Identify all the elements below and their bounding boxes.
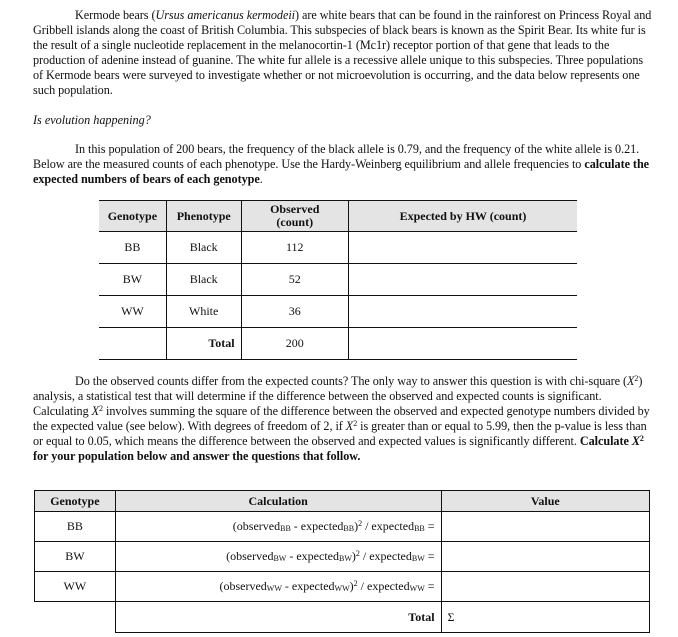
value-input-cell[interactable] [441, 572, 649, 602]
header-genotype: Genotype [35, 491, 116, 512]
observed-cell: 36 [241, 296, 348, 328]
value-input-cell[interactable] [441, 542, 649, 572]
hw-instructions: In this population of 200 bears, the frequency of the black allele is 0.79, and the frequency of the white allele is 0.21. Below are the measured counts of each phenotype. Use the Hardy-Weinberg equilibrium and allele frequencies to calculate the expected numbers of bears of each genotype. [33, 142, 650, 186]
intro-paragraph: Kermode bears (Ursus americanus kermodeii) are white bears that can be found in the rainforest on Princess Royal and Gribbell islands along the coast of British Columbia. This subspecies of black bears is known as the Spirit Bear. Its white fur is the result of a single nucleotide replacement in the melanocortin-1 (Mc1r) receptor portion of that gene that leads to the production of adenine instead of guanine. The white fur allele is a recessive allele unique to this subspecies. Three populations of Kermode bears were surveyed to investigate whether or not microevolution is occurring, and the data below represents one such population. [33, 8, 652, 97]
phenotype-cell: White [166, 296, 241, 328]
header-genotype: Genotype [99, 201, 166, 232]
phenotype-cell: Black [166, 232, 241, 264]
genotype-cell: WW [99, 296, 166, 328]
header-phenotype: Phenotype [166, 201, 241, 232]
header-value: Value [441, 491, 649, 512]
genotype-cell: BW [99, 264, 166, 296]
total-label: Total [166, 328, 241, 360]
genotype-cell: WW [35, 572, 116, 602]
table-row [99, 232, 577, 264]
empty-cell [35, 602, 116, 633]
sigma-icon: Σ [447, 609, 455, 624]
table-row [99, 264, 577, 296]
table-row [99, 296, 577, 328]
question-heading: Is evolution happening? [33, 113, 151, 127]
table-row [35, 512, 650, 542]
calculation-formula: (observed$_{BB}$ - expected$_{BB}$)$^2$ / expected$_{BB}$ = [115, 512, 441, 542]
calculation-formula: (observed$_{BW}$ - expected$_{BW}$)$^2$ / expected$_{BW}$ = [115, 542, 441, 572]
observed-cell: 52 [241, 264, 348, 296]
header-calculation: Calculation [115, 491, 441, 512]
total-row [35, 602, 650, 633]
genotype-cell: BB [35, 512, 116, 542]
empty-cell [99, 328, 166, 360]
chi-square-table [34, 490, 650, 633]
expected-input-cell[interactable] [348, 264, 577, 296]
table-header-row [99, 201, 577, 232]
expected-input-cell[interactable] [348, 296, 577, 328]
table-header-row [35, 491, 650, 512]
header-observed: Observed (count) [241, 201, 348, 232]
expected-total-input-cell[interactable] [348, 328, 577, 360]
table-row [35, 572, 650, 602]
sum-input-cell[interactable] [441, 602, 649, 633]
total-label: Total [115, 602, 441, 633]
hardy-weinberg-table [99, 200, 577, 360]
total-row [99, 328, 577, 360]
header-expected: Expected by HW (count) [348, 201, 577, 232]
observed-cell: 112 [241, 232, 348, 264]
species-name: Ursus americanus kermodeii [155, 8, 295, 22]
phenotype-cell: Black [166, 264, 241, 296]
expected-input-cell[interactable] [348, 232, 577, 264]
genotype-cell: BW [35, 542, 116, 572]
calculation-formula: (observed$_{WW}$ - expected$_{WW}$)$^2$ / expected$_{WW}$ = [115, 572, 441, 602]
value-input-cell[interactable] [441, 512, 649, 542]
chi-square-instructions: Do the observed counts differ from the expected counts? The only way to answer this question is with chi-square $(X^2)$ analysis, a statistical test that will determine if the difference between the observed and expected counts is significant. Calculating $X^2$ involves summing the square of the difference between the observed and expected genotype numbers divided by the expected value (see below). With degrees of freedom of 2, if $X^2$ is greater than or equal to 5.99, then the p-value is less than or equal to 0.05, which means the difference between the observed and expected values is significantly different. Calculate $X^2$ for your population below and answer the questions that follow. [33, 374, 650, 463]
observed-total: 200 [241, 328, 348, 360]
table-row [35, 542, 650, 572]
genotype-cell: BB [99, 232, 166, 264]
